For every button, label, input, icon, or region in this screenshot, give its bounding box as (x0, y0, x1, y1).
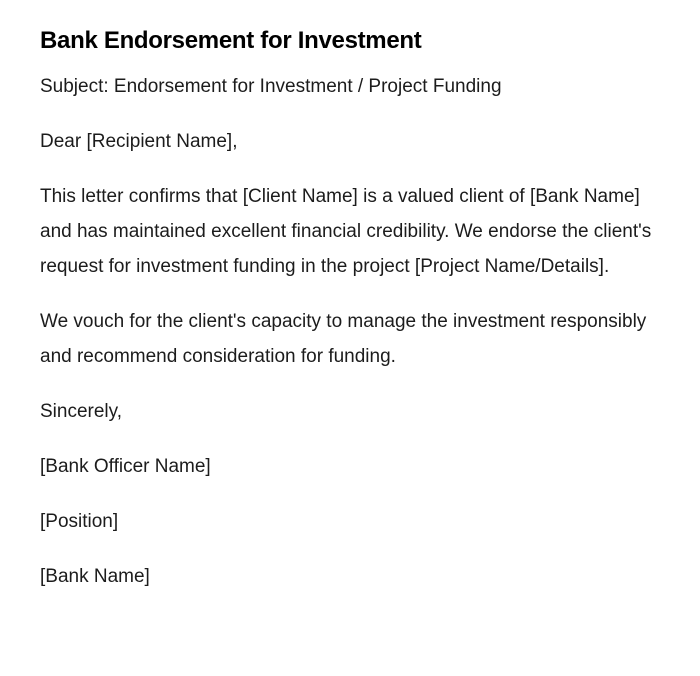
body-paragraph-confirmation: This letter confirms that [Client Name] is a valued client of [Bank Name] and has maintained excellent financial credibility. We endorse the client's request for investment funding in the project [Project Name/Details]. (40, 186, 652, 277)
signature-officer-name: [Bank Officer Name] (40, 456, 211, 477)
subject-line: Subject: Endorsement for Investment / Project Funding (40, 76, 502, 97)
salutation: Dear [Recipient Name], (40, 131, 238, 152)
body-paragraph-recommendation: We vouch for the client's capacity to manage the investment responsibly and recommend consideration for funding. (40, 311, 647, 367)
signature-bank-name: [Bank Name] (40, 566, 150, 587)
document-title: Bank Endorsement for Investment (40, 27, 422, 54)
closing: Sincerely, (40, 401, 123, 422)
signature-position: [Position] (40, 511, 119, 532)
